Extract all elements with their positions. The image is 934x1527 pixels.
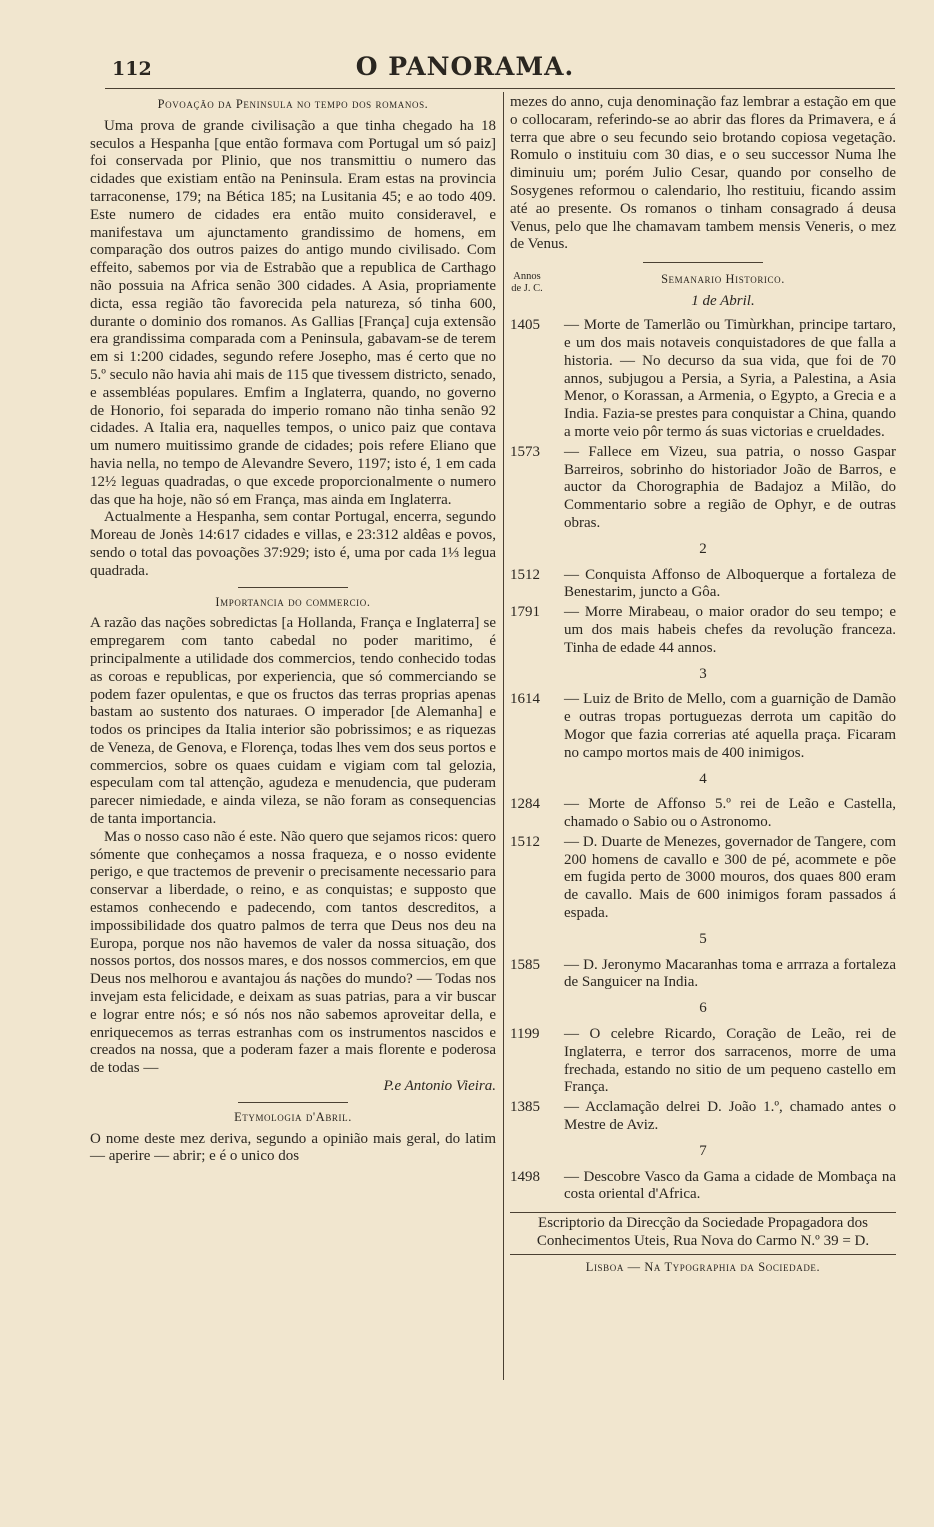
- day-heading: 5: [699, 930, 707, 947]
- entry-text: — Morte de Tamerlão ou Timùrkhan, principe tartaro, e um dos mais notaveis conquistadores de que falla a historia. — No decurso da sua vida, que foi de 70 annos, subjugou a Persia, a Syria, a Palestina, a Asia Menor, o Korassan, a Armenia, o Egypto, a Grecia e a India. Fazia-se prestes para conquistar a China, quando a morte veio pôr termo ás suas victorias e crueldades.: [564, 317, 896, 440]
- semanario-date: 1 de Abril.: [691, 293, 755, 310]
- history-entry: [510, 1099, 896, 1135]
- column-divider: [503, 92, 504, 1380]
- entry-year: 1614: [510, 691, 540, 708]
- article-paragraph-continued: mezes do anno, cuja denominação faz lembrar a estação em que o collocaram, referindo-se ao abrir das flores da Primavera, e á terra que abre o seu fecundo seio brotando copiosa vegetação. Romulo o instituiu com 30 dias, e o seu successor Numa lhe diminuiu um; porém Julio Cesar, quando por conselho de Sosygenes reformou o calendario, lho restituiu, ficando assim até ao presente. Os romanos o tinham consagrado á deusa Venus, pelo que lhe chamavam tambem mensis Veneris, o mez de Venus.: [510, 94, 896, 253]
- day-heading: 6: [699, 1000, 707, 1017]
- article-paragraph: Actualmente a Hespanha, sem contar Portugal, encerra, segundo Moreau de Jonès 14:617 cidades e villas, e 23:312 aldêas e povos, sendo o total das povoações 37:929; isto é, uma por cada 1⅓ legua quadrada.: [90, 509, 496, 579]
- day-heading: 4: [699, 770, 707, 787]
- entry-year: 1512: [510, 833, 540, 850]
- history-entry: [510, 317, 896, 442]
- entry-text: — Conquista Affonso de Alboquerque a fortaleza de Benestarim, juncto a Gôa.: [564, 566, 896, 601]
- entry-text: — Morre Mirabeau, o maior orador do seu tempo; e um dos mais habeis chefes da revolução franceza. Tinha de edade 44 annos.: [564, 604, 896, 656]
- article-paragraph: A razão das nações sobredictas [a Hollanda, França e Inglaterra] se empregarem com tanto cabedal no poder maritimo, é principalmente a utilidade dos commercios, tendo conhecido todas as coroas e republicas, por experiencia, que só commerciando se podem fazer opulentas, e que os fructos das terras proprias apenas bastam ao sustento dos naturaes. O imperador [de Alemanha] e todos os principes da Italia interior são pobrissimos; e as riquezas de Veneza, de Genova, e Florença, todas lhes vem dos seus portos e commercios, sobre os quaes cuidam e vigiam com tal gelozia, especulam com tal attenção, agudeza e menudencia, que puderam parecer nimiedade, e ainda vileza, se não foram as consequencias de tanta importancia.: [90, 615, 496, 828]
- page-number: 112: [112, 58, 152, 80]
- entry-text: — Morte de Affonso 5.º rei de Leão e Castella, chamado o Sabio ou o Astronomo.: [564, 796, 896, 831]
- semanario-title: Semanario Historico.: [661, 272, 785, 287]
- semanario-entries: [510, 317, 896, 1204]
- day-heading: 3: [699, 665, 707, 682]
- publication-title: O PANORAMA.: [355, 52, 575, 81]
- article-paragraph: Mas o nosso caso não é este. Não quero que sejamos ricos: quero sómente que conheçamos a nossa fraqueza, e o nosso evidente perigo, e que tractemos de prevenir o precisamente necessario para conservar a liberdade, o reino, e as conquistas; e supposto que estamos conhecendo e padecendo, com tantos descreditos, a impossibilidade dos quatro palmos de terra que Deus nos deu na Europa, porque nos não havemos de valer da nossa situação, dos nossos portos, dos nossos mares, e dos nossos commercios, em que Deus nos melhorou e avantajou ás nações do mundo? — Todas nos invejam esta felicidade, e deixam as suas patrias, para a vir buscar e lograr entre nós; e só nós nos não sabemos aproveitar della, e enriquecemos as terras estranhas com os instrumentos nascidos e creados na nossa, que a poderam fazer a mais florente e poderosa de todas —: [90, 828, 496, 1077]
- right-column: [510, 94, 896, 1277]
- entry-year: 1573: [510, 443, 540, 460]
- entry-text: — D. Duarte de Menezes, governador de Tangere, com 200 homens de cavallo e 300 de pé, acommete e põe em fugida perto de 3000 mouros, dos quaes 800 eram de cavallo. Mais de 600 inimigos foram passados á espada.: [564, 833, 896, 922]
- section-separator: [238, 1102, 348, 1103]
- history-entry: [510, 444, 896, 533]
- entry-year: 1199: [510, 1026, 540, 1043]
- history-entry: [510, 1026, 896, 1097]
- header-rule: [105, 88, 895, 89]
- history-entry: [510, 1169, 896, 1205]
- publisher-footer: Escriptorio da Direcção da Sociedade Propagadora dos Conhecimentos Uteis, Rua Nova do Carmo N.º 39 = D.: [510, 1212, 896, 1255]
- section-separator: [238, 587, 348, 588]
- history-entry: [510, 567, 896, 603]
- article-citation: P.e Antonio Vieira.: [383, 1078, 496, 1095]
- semanario-header: [510, 271, 896, 317]
- years-column-label: Annos de J. C.: [511, 271, 543, 295]
- entry-year: 1585: [510, 956, 540, 973]
- entry-year: 1385: [510, 1099, 540, 1116]
- entry-year: 1791: [510, 604, 540, 621]
- left-column: [90, 94, 496, 1166]
- entry-year: 1405: [510, 317, 540, 334]
- entry-year: 1498: [510, 1168, 540, 1185]
- entry-text: — Fallece em Vizeu, sua patria, o nosso Gaspar Barreiros, sobrinho do historiador João de Barros, e auctor da Chorographia de Badajoz a Milão, do Commentario sobre a região de Ophyr, e de outras obras.: [564, 443, 896, 531]
- history-entry: [510, 957, 896, 993]
- entry-text: — D. Jeronymo Macaranhas toma e arrraza a fortaleza de Sanguicer na India.: [564, 956, 896, 991]
- imprint-line: Lisboa — Na Typographia da Sociedade.: [585, 1259, 821, 1274]
- entry-text: — Acclamação delrei D. João 1.º, chamado antes o Mestre de Aviz.: [564, 1099, 896, 1134]
- entry-text: — O celebre Ricardo, Coração de Leão, rei de Inglaterra, e terror dos sarracenos, morre de uma frechada, estando no sitio de um pequeno castello em França.: [564, 1026, 896, 1096]
- history-entry: [510, 834, 896, 923]
- section-title-povoacao: Povoação da Peninsula no tempo dos romanos.: [157, 97, 429, 111]
- entry-text: — Luiz de Brito de Mello, com a guarnição de Damão e outras tropas portuguezas derrota um capitão do Mogor que fazia correrias até aquella praça. Ficaram no campo mortos mais de 400 inimigos.: [564, 691, 896, 761]
- history-entry: [510, 796, 896, 832]
- history-entry: [510, 691, 896, 762]
- entry-text: — Descobre Vasco da Gama a cidade de Mombaça na costa oriental d'Africa.: [564, 1168, 896, 1203]
- day-heading: 2: [699, 540, 707, 557]
- article-paragraph: Uma prova de grande civilisação a que tinha chegado ha 18 seculos a Hespanha [que então formava com Portugal um só paiz] foi conservada por Plinio, que nos transmittiu o numero das cidades que existiam então na Peninsula. Eram estas na provincia tarraconense, 179; na Bética 185; na Lusitania 45; e ao todo 409. Este numero de cidades era então muito consideravel, e manifestava um ajunctamento grandissimo de homens, em comparação dos outros paizes do antigo mundo civilisado. Com effeito, sabemos por via de Estrabão que a republica de Carthago não possuia na Africa senão 300 cidades. A Asia, propriamente dicta, essa região tão favorecida pela natureza, só tinha 600, durante o dominio dos romanos. As Gallias [França] cuja extensão era grandissima comparada com a Peninsula, gabavam-se de terem em si 1:200 cidades, segundo refere Josepho, mas é certo que no 5.º seculo não havia ahi mais de 115 que tivessem districto, senado, e assembléas populares. Emfim a Inglaterra, quando, no governo de Honorio, foi separada do imperio romano não tinha senão 92 cidades. A Italia era, naquelles tempos, o unico paiz que contava um numero muitissimo grande de cidades; pois refere Eliano que havia nella, no tempo de Alevandre Severo, 1197; isto é, 1 em cada 12½ leguas quadradas, o que excede proporcionalmente o numero das que ha hoje, não só em França, mas ainda em Inglaterra.: [90, 117, 496, 508]
- article-paragraph: O nome deste mez deriva, segundo a opinião mais geral, do latim — aperire — abrir; e é o unico dos: [90, 1130, 496, 1165]
- section-separator: [643, 262, 763, 263]
- entry-year: 1284: [510, 796, 540, 813]
- entry-year: 1512: [510, 566, 540, 583]
- section-title-etymologia: Etymologia d'Abril.: [234, 1109, 352, 1124]
- section-title-commercio: Importancia do commercio.: [215, 594, 371, 609]
- day-heading: 7: [699, 1142, 707, 1159]
- history-entry: [510, 604, 896, 657]
